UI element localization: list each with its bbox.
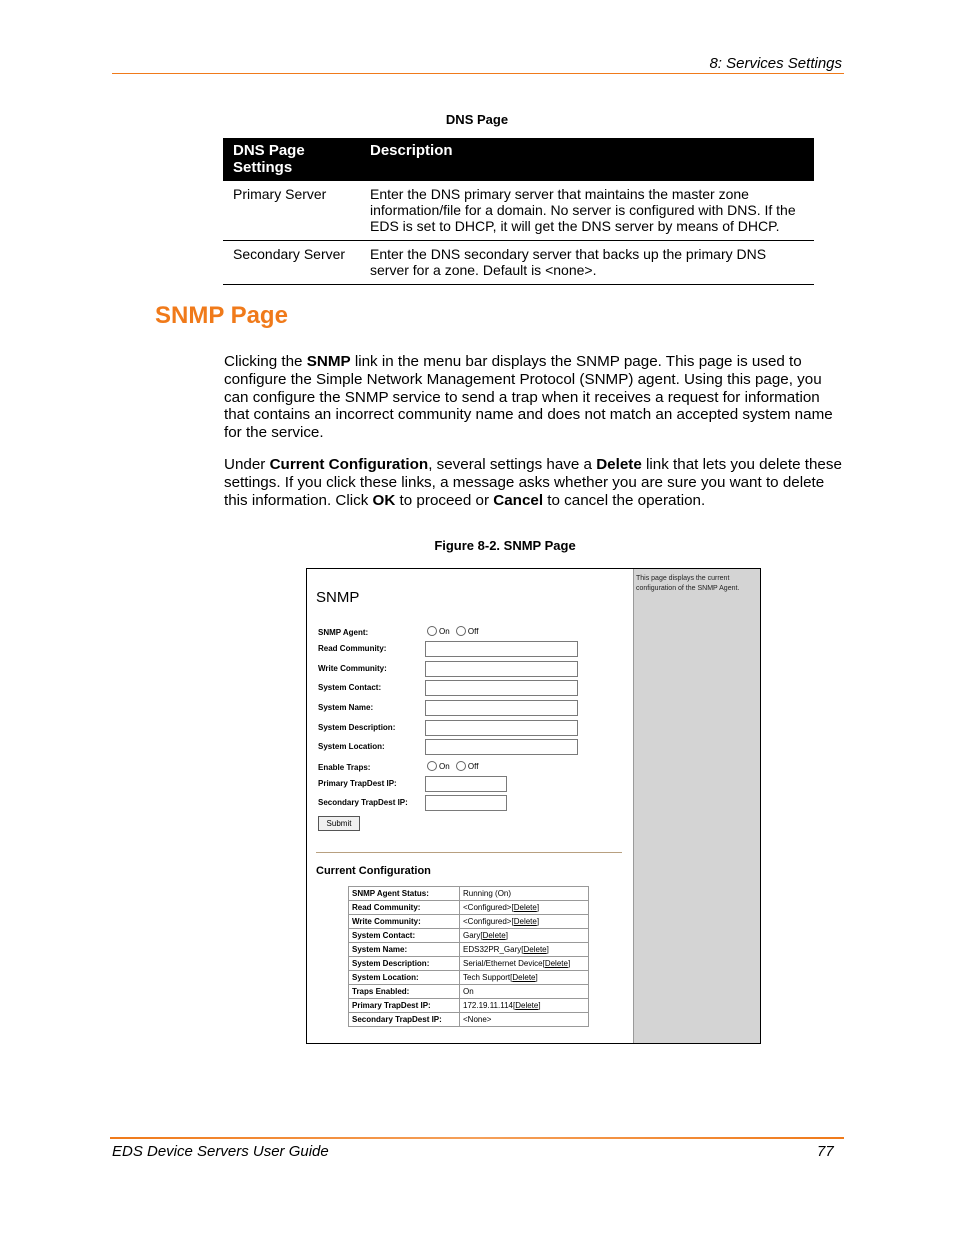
footer-rule xyxy=(110,1137,844,1139)
system-contact-input[interactable] xyxy=(425,680,578,696)
table-header-row xyxy=(223,138,814,181)
bold-term: Current Configuration xyxy=(269,456,429,473)
setting-cell: Secondary Server xyxy=(223,241,360,285)
table-row xyxy=(349,943,589,957)
delete-link[interactable]: Delete xyxy=(515,1001,539,1010)
column-header-settings: DNS Page Settings xyxy=(223,138,360,181)
figure-caption: Figure 8-2. SNMP Page xyxy=(434,538,576,553)
field-label: Read Community: xyxy=(318,644,387,653)
table-row xyxy=(349,929,589,943)
text-run: Under xyxy=(224,456,270,473)
config-key: Read Community: xyxy=(349,901,460,915)
description-cell: Enter the DNS secondary server that backs up the primary DNS server for a zone. Default is <none>. xyxy=(360,241,814,285)
footer-title: EDS Device Servers User Guide xyxy=(112,1143,329,1160)
config-key: Write Community: xyxy=(349,915,460,929)
field-label: System Description: xyxy=(318,723,396,732)
field-label: Secondary TrapDest IP: xyxy=(318,798,408,807)
config-key: Primary TrapDest IP: xyxy=(349,999,460,1013)
table-row xyxy=(349,887,589,901)
snmp-agent-radio-group xyxy=(427,626,482,636)
header-rule xyxy=(112,73,844,74)
read-community-input[interactable] xyxy=(425,641,578,657)
table-row xyxy=(349,971,589,985)
system-location-input[interactable] xyxy=(425,739,578,755)
body-paragraph xyxy=(224,456,844,509)
config-key: System Description: xyxy=(349,957,460,971)
config-value: EDS32PR_Gary[Delete] xyxy=(460,943,589,957)
value-text: <Configured> xyxy=(463,917,512,926)
config-value: <Configured>[Delete] xyxy=(460,901,589,915)
text-run: to proceed or xyxy=(395,491,494,509)
bold-term: Delete xyxy=(596,456,642,473)
value-text: Serial/Ethernet Device xyxy=(463,959,543,968)
table-caption: DNS Page xyxy=(445,112,509,127)
primary-trapdest-input[interactable] xyxy=(425,776,507,792)
radio-label: Off xyxy=(467,761,479,771)
bold-term: SNMP xyxy=(306,353,351,370)
body-paragraph xyxy=(224,353,844,442)
table-row xyxy=(223,181,814,241)
field-label: System Location: xyxy=(318,742,385,751)
text-run: link in the menu bar displays the SNMP page. This page is used to configure the Simple Network Management Protocol (SNMP) agent. Using this page, you can configure the SNMP service to send a trap when it receives a request for information that contains an incorrect community name and does not match an accepted system name for the service. xyxy=(224,353,833,442)
secondary-trapdest-input[interactable] xyxy=(425,795,507,811)
config-value xyxy=(460,1013,589,1027)
bold-term: Cancel xyxy=(493,491,544,509)
value-text: Running (On) xyxy=(463,889,512,898)
bold-term: OK xyxy=(372,491,396,509)
value-text: 172.19.11.114 xyxy=(463,1001,513,1010)
config-value: Tech Support[Delete] xyxy=(460,971,589,985)
current-configuration-heading: Current Configuration xyxy=(316,865,431,877)
config-key: System Name: xyxy=(349,943,460,957)
text-run: link that lets you delete these settings. If you click these links, a message asks whether you are sure you want to delete this information. Click xyxy=(224,456,842,509)
radio-on[interactable] xyxy=(427,761,437,771)
radio-off[interactable] xyxy=(456,761,466,771)
snmp-page-screenshot xyxy=(306,568,761,1044)
delete-link[interactable]: Delete xyxy=(512,973,536,982)
enable-traps-radio-group xyxy=(427,761,482,771)
field-label: SNMP Agent: xyxy=(318,628,369,637)
field-label: System Name: xyxy=(318,703,374,712)
field-label: Write Community: xyxy=(318,664,387,673)
field-label: Enable Traps: xyxy=(318,763,371,772)
help-sidebar xyxy=(633,569,760,1043)
config-key: SNMP Agent Status: xyxy=(349,887,460,901)
table-row xyxy=(223,241,814,285)
value-text: <None> xyxy=(463,1015,492,1024)
radio-label: On xyxy=(439,761,450,771)
submit-button[interactable]: Submit xyxy=(318,816,360,831)
snmp-title: SNMP xyxy=(316,589,360,606)
config-value: <Configured>[Delete] xyxy=(460,915,589,929)
description-cell: Enter the DNS primary server that maintains the master zone information/file for a domain. No server is configured with DNS. If the EDS is set to DHCP, it will get the DNS server by means of DHCP. xyxy=(360,181,814,241)
config-key: Traps Enabled: xyxy=(349,985,460,999)
value-text: Tech Support xyxy=(463,973,511,982)
running-header: 8: Services Settings xyxy=(709,55,842,72)
table-row xyxy=(349,957,589,971)
value-text: On xyxy=(463,987,474,996)
table-row xyxy=(349,985,589,999)
delete-link[interactable]: Delete xyxy=(513,917,537,926)
table-row xyxy=(349,915,589,929)
config-value: Serial/Ethernet Device[Delete] xyxy=(460,957,589,971)
text-run: Clicking the xyxy=(224,353,307,370)
radio-off[interactable] xyxy=(456,626,466,636)
section-heading: SNMP Page xyxy=(155,302,288,329)
delete-link[interactable]: Delete xyxy=(544,959,568,968)
config-key: System Contact: xyxy=(349,929,460,943)
delete-link[interactable]: Delete xyxy=(523,945,547,954)
radio-label: On xyxy=(439,626,450,636)
setting-cell: Primary Server xyxy=(223,181,360,241)
current-configuration-table xyxy=(348,886,589,1027)
delete-link[interactable]: Delete xyxy=(513,903,537,912)
config-value xyxy=(460,887,589,901)
field-label: System Contact: xyxy=(318,683,382,692)
delete-link[interactable]: Delete xyxy=(482,931,506,940)
radio-on[interactable] xyxy=(427,626,437,636)
table-row xyxy=(349,1013,589,1027)
config-value: 172.19.11.114[Delete] xyxy=(460,999,589,1013)
text-run: to cancel the operation. xyxy=(543,491,706,509)
help-text: This page displays the current configuration of the SNMP Agent. xyxy=(636,575,740,592)
config-value xyxy=(460,985,589,999)
field-label: Primary TrapDest IP: xyxy=(318,779,397,788)
table-row xyxy=(349,999,589,1013)
value-text: EDS32PR_Gary xyxy=(463,945,522,954)
radio-label: Off xyxy=(467,626,479,636)
system-name-input[interactable] xyxy=(425,700,578,716)
column-header-description: Description xyxy=(360,138,814,181)
system-description-input[interactable] xyxy=(425,720,578,736)
dns-settings-table xyxy=(223,138,814,285)
value-text: <Configured> xyxy=(463,903,512,912)
config-key: System Location: xyxy=(349,971,460,985)
table-row xyxy=(349,901,589,915)
divider xyxy=(316,852,622,853)
config-value: Gary[Delete] xyxy=(460,929,589,943)
config-key: Secondary TrapDest IP: xyxy=(349,1013,460,1027)
value-text: Gary xyxy=(463,931,481,940)
text-run: , several settings have a xyxy=(428,456,597,473)
write-community-input[interactable] xyxy=(425,661,578,677)
page-number: 77 xyxy=(817,1143,834,1160)
